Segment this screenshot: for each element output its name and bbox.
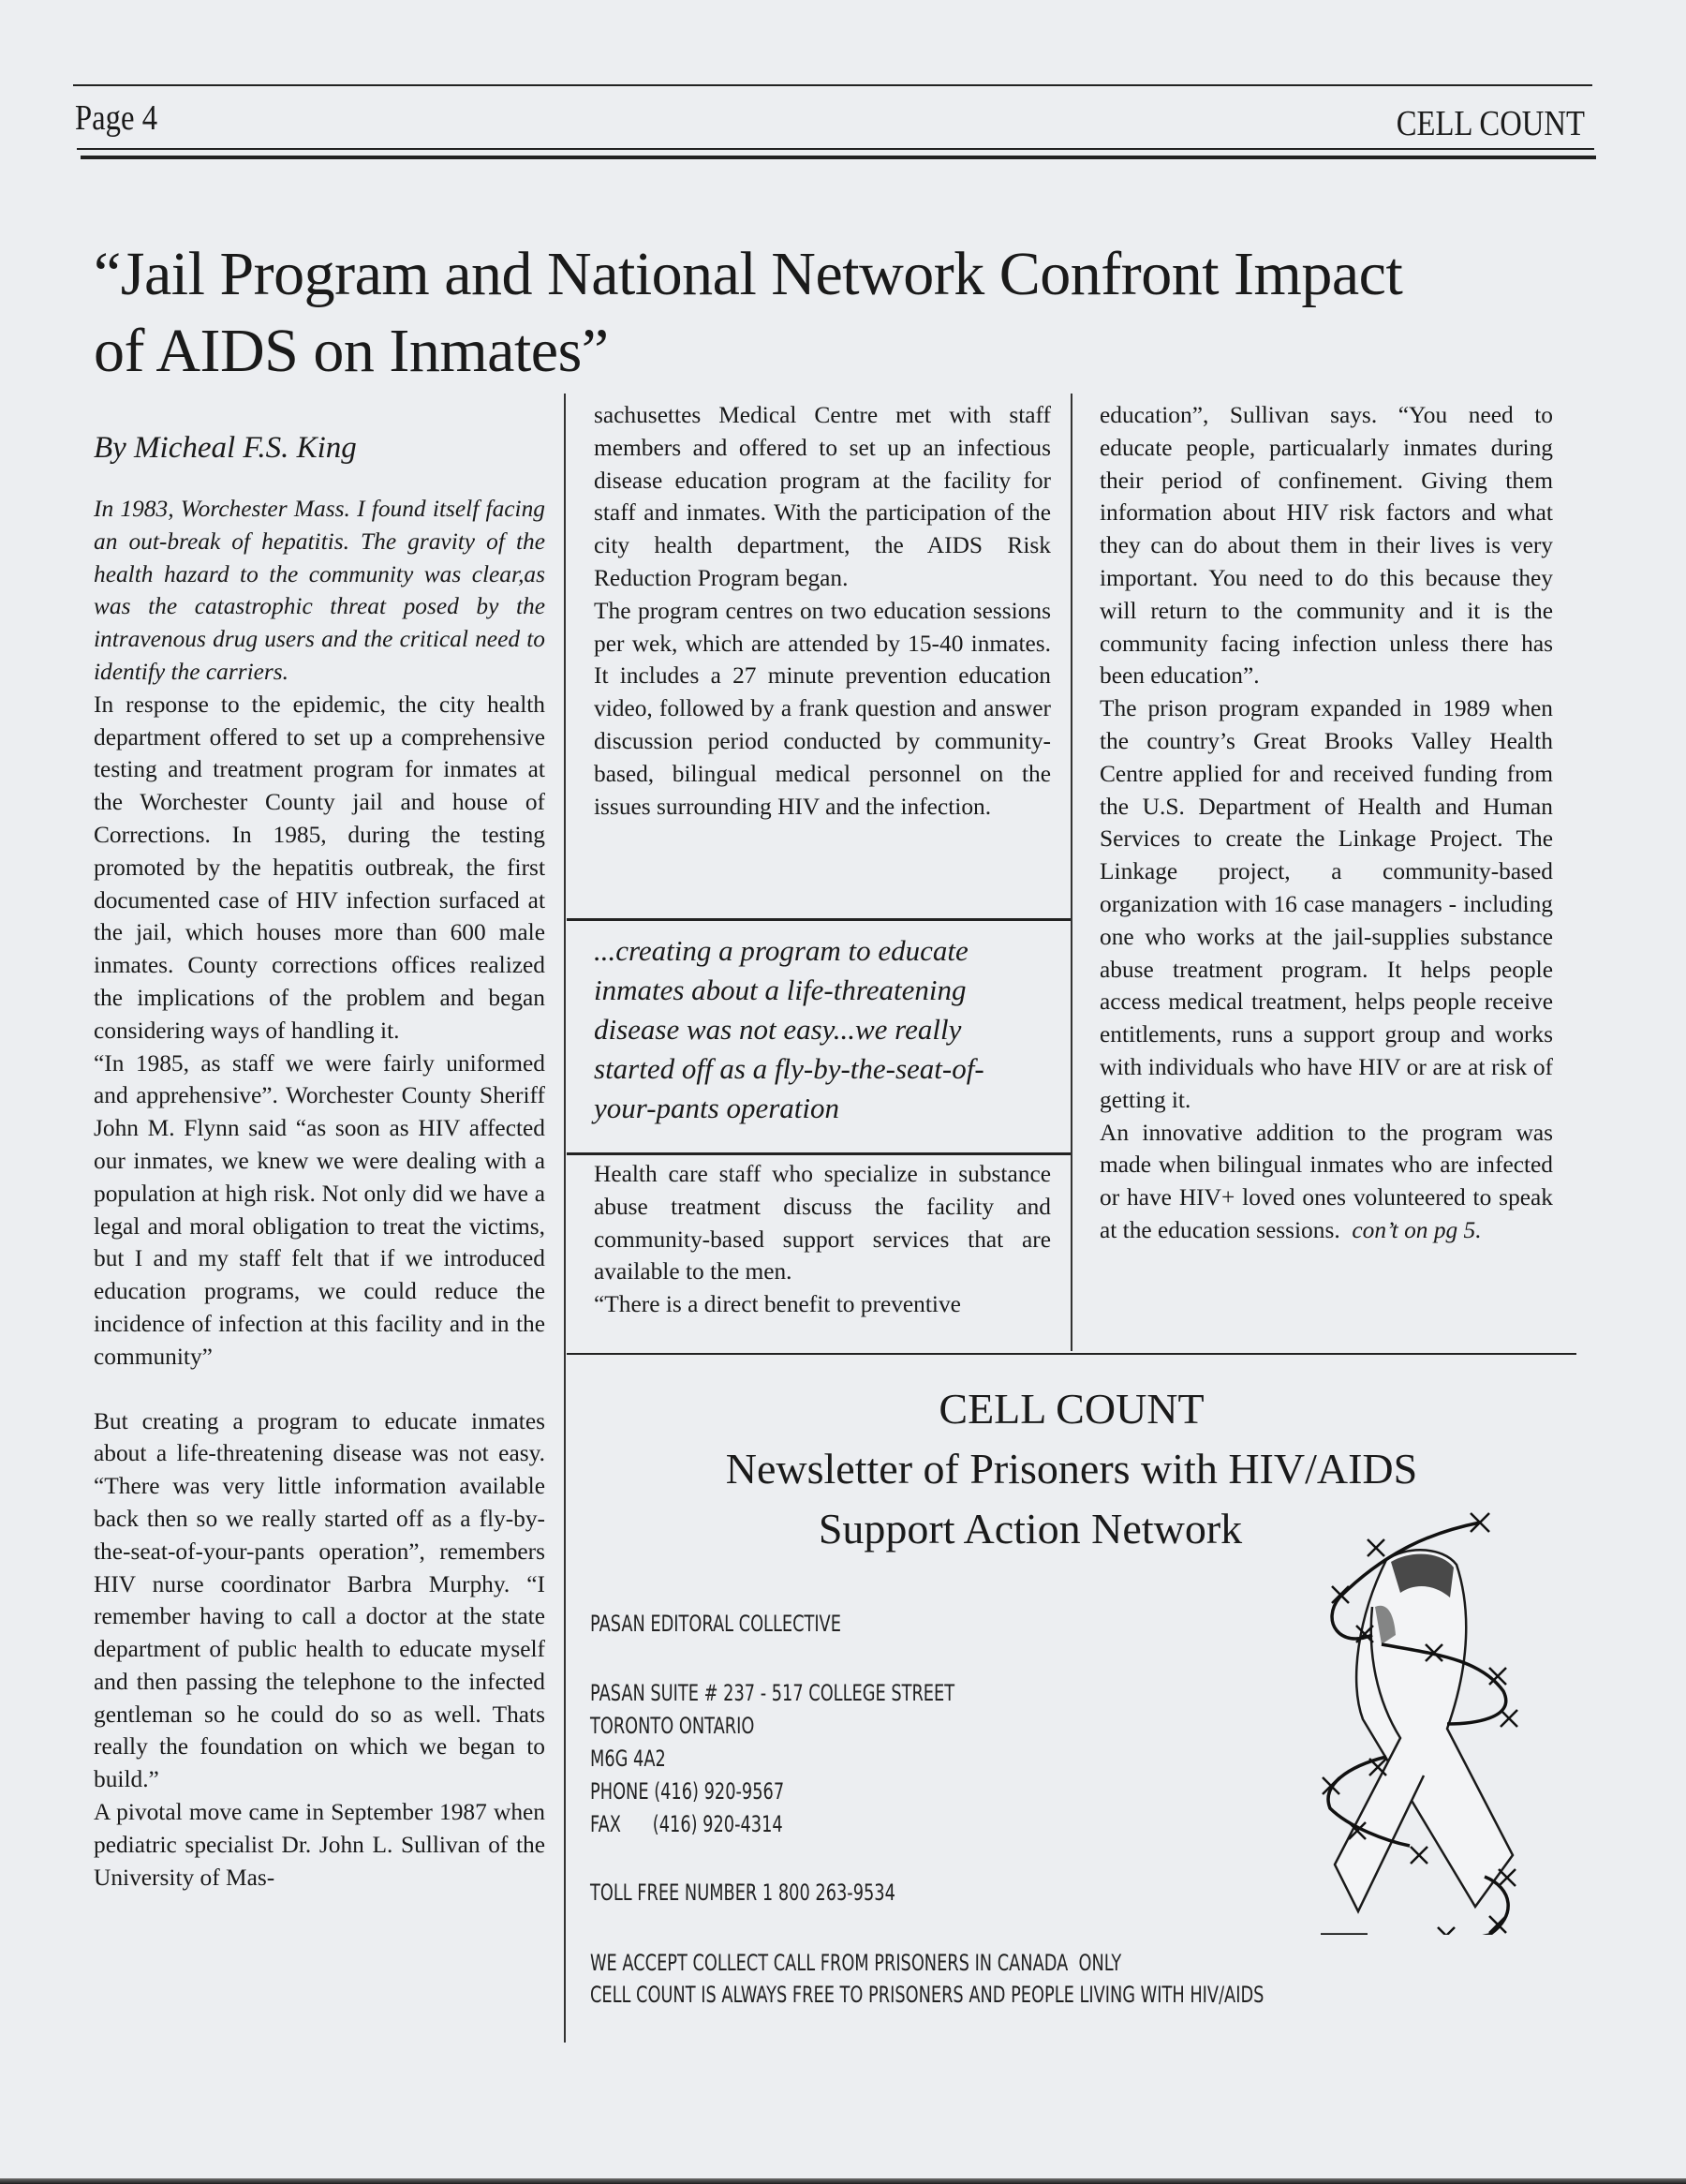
- continued-note: con’t on pg 5.: [1352, 1216, 1482, 1243]
- body-paragraph: But creating a program to educate inmates about a life-threatening disease was not easy. “There was very little information available back then so we really started off as a fly-by-the-seat-of-your-pants operation”, remembers HIV nurse coordinator Barbra Murphy. “I remember having to call a doctor at the state department of public health to educate myself and then passing the telephone to the infected gentleman so he could do so as well. Thats really the foundation on which we began to build.”: [94, 1407, 545, 1793]
- pull-quote-bottom-rule: [567, 1152, 1071, 1155]
- article-title: [94, 236, 1630, 390]
- body-paragraph: The prison program expanded in 1989 when the country’s Great Brooks Valley Health Centre applied for and received funding from the U.S. Department of Health and Human Services to create the Linkage Project. The Linkage project, a community-based organization with 16 case managers - including one who works at the jail-supplies substance abuse treatment program. It helps people access medical treatment, helps people receive entitlements, runs a support group and works with individuals who have HIV or are at risk of getting it.: [1100, 695, 1553, 1113]
- toll-free-line: [590, 1877, 895, 1909]
- article-title-line2: of AIDS on Inmates”: [94, 317, 609, 385]
- article-column-middle-continued: [594, 1158, 1051, 1321]
- body-paragraph: A pivotal move came in September 1987 when pediatric specialist Dr. John L. Sullivan of the University of Mas-: [94, 1799, 545, 1891]
- address-line2: TORONTO ONTARIO: [590, 1713, 755, 1739]
- phone-line: [590, 1775, 784, 1807]
- column-divider-left: [564, 394, 566, 2043]
- fax-line: [590, 1808, 783, 1840]
- awareness-ribbon-icon: [1335, 1550, 1513, 1911]
- postal-code: M6G 4A2: [590, 1746, 666, 1772]
- body-paragraph: [1100, 1117, 1553, 1247]
- page-number: Page 4: [75, 98, 158, 138]
- column-divider-right: [1071, 394, 1072, 1351]
- body-paragraph: “In 1985, as staff we were fairly uniformed and apprehensive”. Worchester County Sheriff John M. Flynn said “as soon as HIV affected our inmates, we knew we were dealing with a population at high risk. Not only did we have a legal and moral obligation to treat the victims, but I and my staff felt that if we introduced education programs, we could reduce the incidence of infection at this facility and in the community”: [94, 1049, 545, 1370]
- body-paragraph: The program centres on two education sessions per wek, which are attended by 15-40 inmates. It includes a 27 minute prevention education video, followed by a frank question and answer discussion period conducted by community-based, bilingual medical personnel on the issues surrounding HIV and the infection.: [594, 597, 1051, 820]
- masthead-box-top-rule: [567, 1353, 1576, 1355]
- article-column-right: [1100, 399, 1553, 1247]
- masthead-subtitle-line1: Newsletter of Prisoners with HIV/AIDS: [725, 1445, 1418, 1493]
- editorial-collective: PASAN EDITORAL COLLECTIVE: [590, 1611, 841, 1637]
- pull-quote-top-rule: [567, 918, 1071, 921]
- address-line1: PASAN SUITE # 237 - 517 COLLEGE STREET: [590, 1680, 955, 1706]
- pull-quote: ...creating a program to educate inmates about a life-threatening disease was not easy...we really started off as a fly-by-the-seat-of-your-pants operation: [594, 934, 984, 1124]
- article-title-line1: “Jail Program and National Network Confront Impact: [94, 240, 1403, 308]
- body-paragraph: “There is a direct benefit to preventive: [594, 1291, 961, 1318]
- toll-free-label: TOLL FREE NUMBER: [590, 1879, 758, 1906]
- article-column-middle: [594, 399, 1051, 823]
- fax-number: (416) 920-4314: [652, 1811, 783, 1837]
- header-thin-rule: [77, 148, 1594, 150]
- body-paragraph: Health care staff who specialize in substance abuse treatment discuss the facility and community-based support services that are available to the men.: [594, 1161, 1051, 1285]
- byline: By Micheal F.S. King: [94, 431, 357, 465]
- header-top-rule: [73, 84, 1592, 86]
- collect-call-notice: WE ACCEPT COLLECT CALL FROM PRISONERS IN CANADA ONLY: [590, 1950, 1122, 1976]
- masthead-name: CELL COUNT: [939, 1385, 1205, 1433]
- body-paragraph: In response to the epidemic, the city health department offered to set up a comprehensive testing and treatment program for inmates at the Worchester County jail and house of Corrections. In 1985, during the testing promoted by the hepatitis outbreak, the first documented case of HIV infection surfaced at the jail, which houses more than 600 male inmates. County corrections offices realized the implications of the problem and began considering ways of handling it.: [94, 691, 545, 1044]
- phone-label: PHONE: [590, 1778, 649, 1805]
- phone-number[interactable]: (416) 920-9567: [654, 1778, 785, 1805]
- toll-free-number[interactable]: 1 800 263-9534: [762, 1879, 895, 1906]
- body-paragraph: sachusettes Medical Centre met with staff members and offered to set up an infectious disease education program at the facility for staff and inmates. With the participation of the city health department, the AIDS Risk Reduction Program began.: [594, 402, 1051, 591]
- masthead-subtitle-line2: Support Action Network: [818, 1505, 1243, 1553]
- body-paragraph-text: An innovative addition to the program was made when bilingual inmates who are infected or have HIV+ loved ones volunteered to speak at the education sessions.: [1100, 1119, 1553, 1243]
- article-column-left: [94, 429, 545, 1894]
- header-thick-rule: [81, 156, 1596, 159]
- body-paragraph: education”, Sullivan says. “You need to educate people, particualarly inmates during their period of confinement. Giving them information about HIV risk factors and what they can do about them in their lives is very important. You need to do this because they will return to the community and it is the community facing infection unless there has been education”.: [1100, 402, 1553, 690]
- ribbon-barbed-wire-illustration: [1283, 1494, 1536, 1935]
- intro-paragraph: In 1983, Worchester Mass. I found itself facing an out-break of hepatitis. The gravity of the health hazard to the community was clear,as was the catastrophic threat posed by the intravenous drug users and the critical need to identify the carriers.: [94, 496, 545, 685]
- page-bottom-edge: [0, 2178, 1686, 2184]
- running-head-publication: CELL COUNT: [1396, 104, 1585, 143]
- fax-label: FAX: [590, 1811, 621, 1837]
- free-distribution-notice: CELL COUNT IS ALWAYS FREE TO PRISONERS AND PEOPLE LIVING WITH HIV/AIDS: [590, 1982, 1264, 2008]
